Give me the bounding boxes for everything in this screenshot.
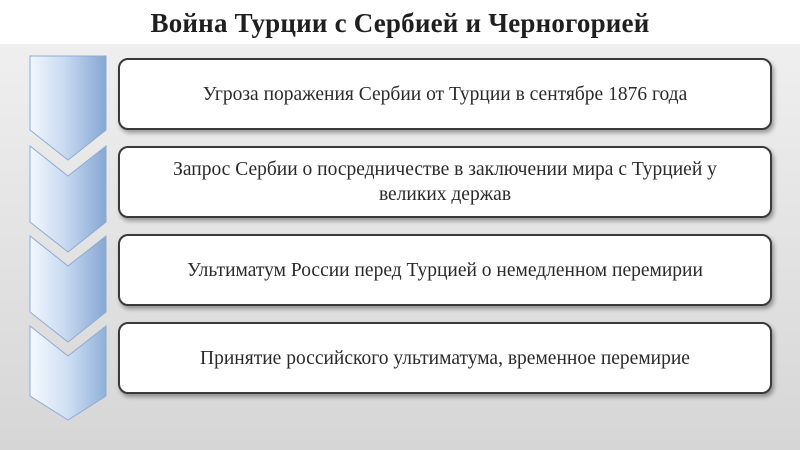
- step-box-1: [118, 58, 772, 130]
- step-box-3: [118, 234, 772, 306]
- step-text-4: Принятие российского ультиматума, временное перемирие: [200, 347, 690, 369]
- step-text-3: Ультиматум России перед Турцией о немедленном перемирии: [187, 259, 703, 281]
- step-box-4: [118, 322, 772, 394]
- step-box-2: [118, 146, 772, 218]
- step-text-1: Угроза поражения Сербии от Турции в сентябре 1876 года: [202, 83, 688, 105]
- slide-title: Война Турции с Сербией и Черногорией: [150, 7, 650, 38]
- title-band: [0, 0, 800, 44]
- step-text-2: Запрос Сербии о посредничестве в заключении мира с Турцией у великих держав: [173, 159, 717, 205]
